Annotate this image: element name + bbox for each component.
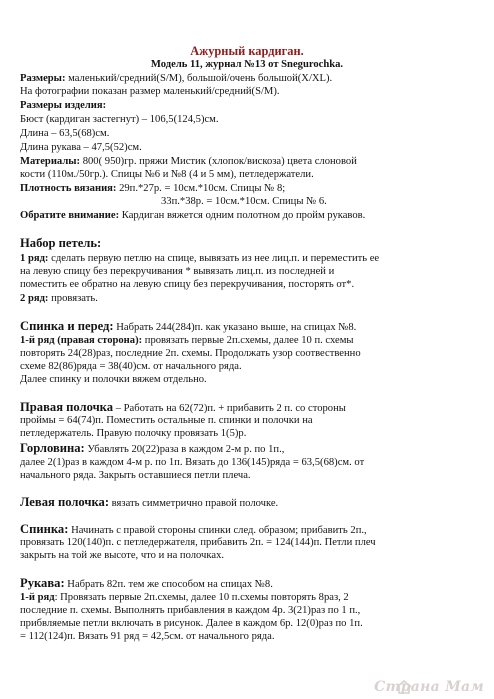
right-front-line2: проймы = 64(74)п. Поместить остальные п. спинки и полочки на	[20, 415, 313, 426]
back-front-row1: 1-й ряд (правая сторона): провязать первые 2п.схемы, далее 10 п. схемы	[20, 335, 354, 346]
sizes-label: Размеры:	[20, 73, 66, 84]
right-front-heading: Правая полочка – Работать на 62(72)п. + прибавить 2 п. со стороны	[20, 400, 346, 414]
measurement-bust: Бюст (кардиган застегнут) – 106,5(124,5)см.	[20, 114, 219, 125]
sleeves-line4: = 112(124)п. Вязать 91 ряд = 42,5см. от начального ряда.	[20, 631, 275, 642]
cast-on-row1: 1 ряд: сделать первую петлю на спице, вывязать из нее лиц.п. и переместить ее	[20, 253, 380, 264]
back-line3: закрыть на той же высоте, что и на полочках.	[20, 550, 225, 561]
back-line: Спинка: Начинать с правой стороны спинки след. образом; прибавить 2п.,	[20, 522, 367, 536]
note-line: Обратите внимание: Кардиган вяжется одним полотном до пройм рукавов.	[20, 210, 366, 221]
left-front-line: Левая полочка: вязать симметрично правой полочке.	[20, 495, 279, 509]
gauge-line-2: 33п.*38р. = 10см.*10см. Спицы № 6.	[161, 196, 327, 207]
neckline-line3: начального ряда. Закрыть оставшиеся петли плеча.	[20, 470, 251, 481]
note-label: Обратите внимание:	[20, 210, 120, 221]
cast-on-heading: Набор петель:	[20, 236, 102, 250]
materials-label: Материалы:	[20, 156, 81, 167]
materials-line-2: кости (110м./50гр.). Спицы №6 и №8 (4 и 5 мм), петледержатели.	[20, 169, 314, 180]
materials-line: Материалы: 800( 950)гр. пряжи Мистик (хлопок/вискоза) цвета слоновой	[20, 156, 357, 167]
neckline-line: Горловина: Убавлять 20(22)раза в каждом 2-м р. по 1п.,	[20, 441, 285, 455]
sizes-text: маленький/средний(S/M), большой/очень большой(X/XL).	[65, 73, 333, 84]
cast-on-row1-line2: на левую спицу без перекручивания * вывязать лиц.п. из последней и	[20, 266, 335, 277]
gauge-label: Плотность вязания:	[20, 183, 117, 194]
back-front-line3: схеме 82(86)ряда = 38(40)см. от начального ряда.	[20, 361, 242, 372]
cast-on-row1-line3: поместить ее обратно на левую спицу без перекручивания, посторять от*.	[20, 279, 355, 290]
neckline-line2: далее 2(1)раз в каждом 4-м р. по 1п. Вязать до 136(145)ряда = 63,5(68)см. от	[20, 457, 365, 468]
sleeves-row1: 1-й ряд: Провязать первые 2п.схемы, далее 10 п.схемы повторять 8раз, 2	[20, 592, 349, 603]
document-title: Ажурный кардиган.	[190, 44, 304, 58]
gauge-line: Плотность вязания: 29п.*27р. = 10см.*10см. Спицы № 8;	[20, 183, 286, 194]
measurement-length: Длина – 63,5(68)см.	[20, 128, 110, 139]
sizes-line	[20, 73, 332, 85]
back-front-line2: повторять 24(28)раз, последние 2п. схемы. Продолжать узор соотвественно	[20, 348, 361, 359]
back-front-heading: Спинка и перед: Набрать 244(284)п. как указано выше, на спицах №8.	[20, 319, 357, 333]
sleeves-line2: последние п. схемы. Выполнять прибавления в каждом 4р. 3(21)раз по 1 п.,	[20, 605, 361, 616]
measurement-sleeve: Длина рукава – 47,5(52)см.	[20, 142, 142, 153]
cast-on-row2: 2 ряд: провязать.	[20, 293, 98, 304]
right-front-line3: петледержатель. Правую полочку провязать 1(5)р.	[20, 428, 247, 439]
document-subtitle: Модель 11, журнал №13 от Snegurochka.	[150, 59, 344, 70]
back-front-line4: Далее спинку и полочки вяжем отдельно.	[20, 374, 207, 385]
back-line2: провязать 120(140)п. с петледержателя, прибавить 2п. = 124(144)п. Петли плеч	[20, 537, 376, 548]
sleeves-line3: прибвляемые петли включать в рисунок. Далее в каждом 6р. 12(0)раз по 1п.	[20, 618, 363, 629]
measurements-heading: Размеры изделия:	[20, 100, 107, 111]
watermark-logo: Страна Мам	[374, 679, 484, 695]
photo-note: На фотографии показан размер маленький/средний(S/M).	[20, 86, 280, 97]
sleeves-heading: Рукава: Набрать 82п. тем же способом на спицах №8.	[20, 576, 273, 590]
